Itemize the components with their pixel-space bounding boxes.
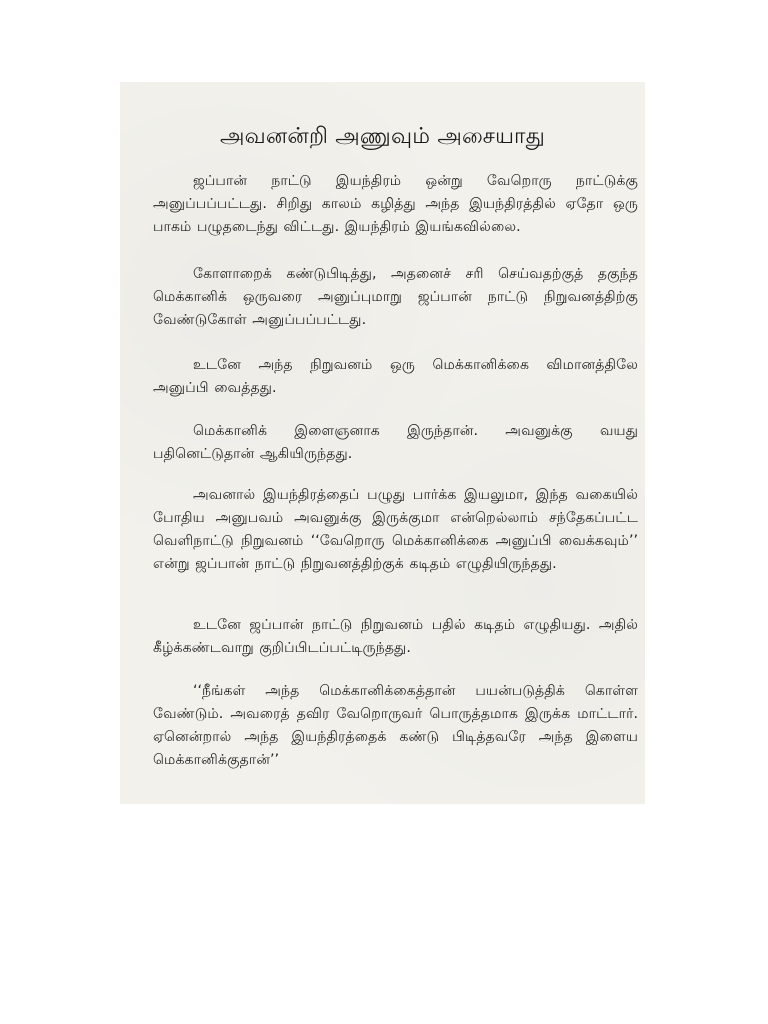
paragraph-1: ஜப்பான் நாட்டு இயந்திரம் ஒன்று வேறொரு நாட்டுக்கு அனுப்பப்பட்டது. சிறிது காலம் கழித்து அந்த இயந்திரத்தில் ஏதோ ஒரு பாகம் பழுதடைந்து விட்டது. இயந்திரம் இயங்கவில்லை. xyxy=(153,173,638,235)
paragraph-6: உடனே ஜப்பான் நாட்டு நிறுவனம் பதில் கடிதம் எழுதியது. அதில் கீழ்க்கண்டவாறு குறிப்பிடப்பட்டிருந்தது. xyxy=(153,617,638,656)
paragraph-2: கோளாறைக் கண்டுபிடித்து, அதனைச் சரி செய்வதற்குத் தகுந்த மெக்கானிக் ஒருவரை அனுப்புமாறு ஜப்பான் நாட்டு நிறுவனத்திற்கு வேண்டுகோள் அனுப்பப்பட்டது. xyxy=(153,266,638,328)
paragraph-5: அவனால் இயந்திரத்தைப் பழுது பார்க்க இயலுமா, இந்த வகையில் போதிய அனுபவம் அவனுக்கு இருக்குமா என்றெல்லாம் சந்தேகப்பட்ட வெளிநாட்டு நிறுவனம் ‘‘வேறொரு மெக்கானிக்கை அனுப்பி வைக்கவும்’’ என்று ஜப்பான் நாட்டு நிறுவனத்திற்குக் கடிதம் எழுதியிருந்தது. xyxy=(153,487,638,572)
scanned-page xyxy=(120,82,645,804)
paragraph-7: ‘‘நீங்கள் அந்த மெக்கானிக்கைத்தான் பயன்படுத்திக் கொள்ள வேண்டும். அவரைத் தவிர வேறொருவர் பொருத்தமாக இருக்க மாட்டார். ஏனென்றால் அந்த இயந்திரத்தைக் கண்டு பிடித்தவரே அந்த இளைய மெக்கானிக்குதான்’’ xyxy=(153,683,638,768)
story-title: அவனன்றி அணுவும் அசையாது xyxy=(219,124,546,149)
paragraph-3: உடனே அந்த நிறுவனம் ஒரு மெக்கானிக்கை விமானத்திலே அனுப்பி வைத்தது. xyxy=(153,357,638,396)
paragraph-4: மெக்கானிக் இளைஞனாக இருந்தான். அவனுக்கு வயது பதினெட்டுதான் ஆகியிருந்தது. xyxy=(153,423,638,462)
